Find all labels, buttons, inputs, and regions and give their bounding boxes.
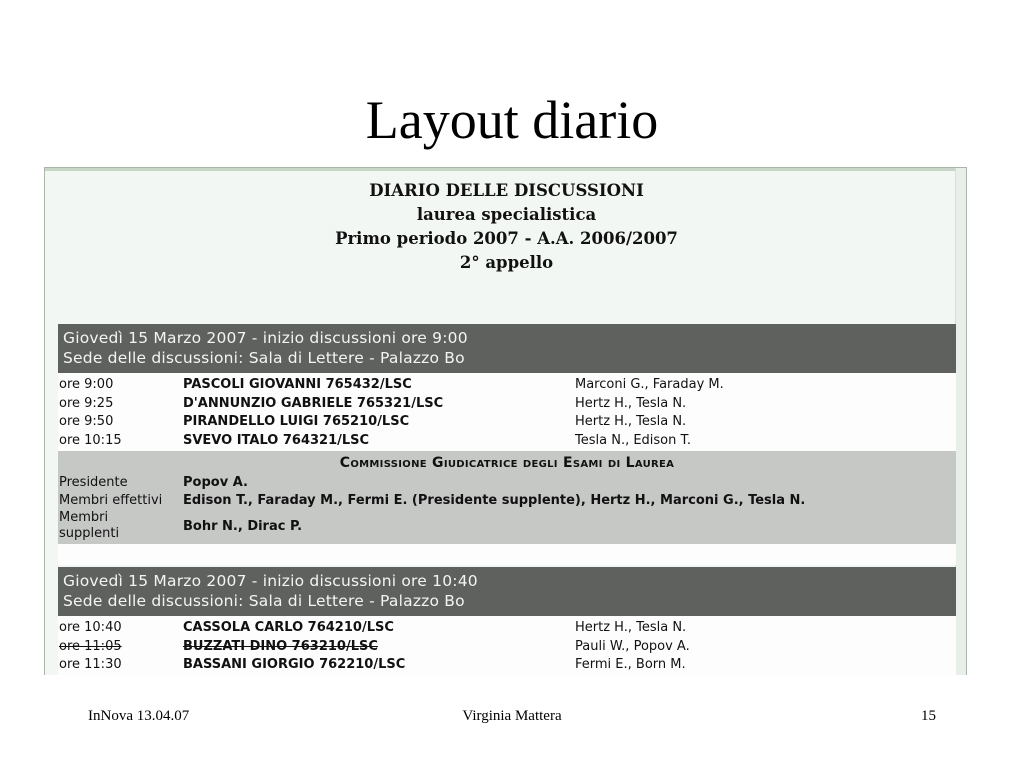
row-time: ore 9:50 <box>59 414 114 429</box>
president-label: Presidente <box>59 475 128 490</box>
schedule-row <box>58 619 956 638</box>
row-time: ore 10:15 <box>59 432 122 448</box>
slide-title: Layout diario <box>365 90 659 150</box>
row-time: ore 11:05 <box>59 638 122 654</box>
session-table-1 <box>58 324 956 565</box>
session-header <box>58 324 956 373</box>
schedule-row <box>58 376 956 395</box>
row-student: SVEVO ITALO 764321/LSC <box>183 432 370 448</box>
row-student: BASSANI GIORGIO 762210/LSC <box>183 657 406 672</box>
row-judges: Hertz H., Tesla N. <box>575 620 687 635</box>
row-judges: Fermi E., Born M. <box>575 657 686 672</box>
header-line-appello: 2° appello <box>459 253 554 272</box>
row-judges: Hertz H., Tesla N. <box>575 395 687 411</box>
commission-president-row <box>58 474 956 492</box>
window-top-edge <box>45 168 966 171</box>
substitutes-label-line1: Membri <box>59 510 109 525</box>
substitutes-label <box>58 510 183 544</box>
document-header <box>45 179 967 275</box>
president-value: Popov A. <box>183 475 248 490</box>
footer-page-number: 15 <box>921 708 936 724</box>
table-spacer <box>58 544 956 565</box>
session-date-line: Giovedì 15 Marzo 2007 - inizio discussioni ore 9:00 <box>63 329 468 347</box>
schedule-list <box>58 616 956 675</box>
row-judges: Marconi G., Faraday M. <box>575 377 724 392</box>
schedule-row <box>58 413 956 432</box>
schedule-list <box>58 373 956 451</box>
schedule-row-cancelled <box>58 638 956 657</box>
row-time: ore 10:40 <box>59 620 122 635</box>
row-student: PIRANDELLO LUIGI 765210/LSC <box>183 414 410 429</box>
row-judges: Tesla N., Edison T. <box>575 432 692 448</box>
session-header <box>58 567 956 616</box>
members-value: Edison T., Faraday M., Fermi E. (Presidente supplente), Hertz H., Marconi G., Tesla N. <box>183 493 806 508</box>
header-line-title: DIARIO DELLE DISCUSSIONI <box>369 181 644 200</box>
schedule-row <box>58 395 956 414</box>
schedule-row <box>58 432 956 451</box>
row-time: ore 9:00 <box>59 377 114 392</box>
row-judges: Hertz H., Tesla N. <box>575 414 687 429</box>
substitutes-label-line2: supplenti <box>59 526 120 541</box>
row-time: ore 9:25 <box>59 395 114 411</box>
commission-members-row <box>58 492 956 510</box>
session-date-line: Giovedì 15 Marzo 2007 - inizio discussioni ore 10:40 <box>63 572 478 590</box>
commission-title: Commissione Giudicatrice degli Esami di Laurea <box>339 455 675 471</box>
session-venue-line: Sede delle discussioni: Sala di Lettere - Palazzo Bo <box>63 349 465 367</box>
footer-event: InNova 13.04.07 <box>88 708 190 724</box>
header-line-period: Primo periodo 2007 - A.A. 2006/2007 <box>335 229 678 248</box>
schedule-row <box>58 656 956 675</box>
commission-block <box>58 451 956 544</box>
session-venue-line: Sede delle discussioni: Sala di Lettere - Palazzo Bo <box>63 592 465 610</box>
members-label: Membri effettivi <box>59 493 163 508</box>
header-line-degree: laurea specialistica <box>416 205 597 224</box>
footer-author: Virginia Mattera <box>462 708 562 724</box>
row-student: PASCOLI GIOVANNI 765432/LSC <box>183 377 412 392</box>
row-student: BUZZATI DINO 763210/LSC <box>183 638 378 654</box>
row-time: ore 11:30 <box>59 657 122 672</box>
row-judges: Pauli W., Popov A. <box>575 638 690 654</box>
row-student: CASSOLA CARLO 764210/LSC <box>183 620 394 635</box>
document-screenshot <box>44 167 967 675</box>
session-table-2 <box>58 567 956 675</box>
commission-substitutes-row <box>58 510 956 544</box>
substitutes-value: Bohr N., Dirac P. <box>183 519 303 534</box>
row-student: D'ANNUNZIO GABRIELE 765321/LSC <box>183 395 444 411</box>
